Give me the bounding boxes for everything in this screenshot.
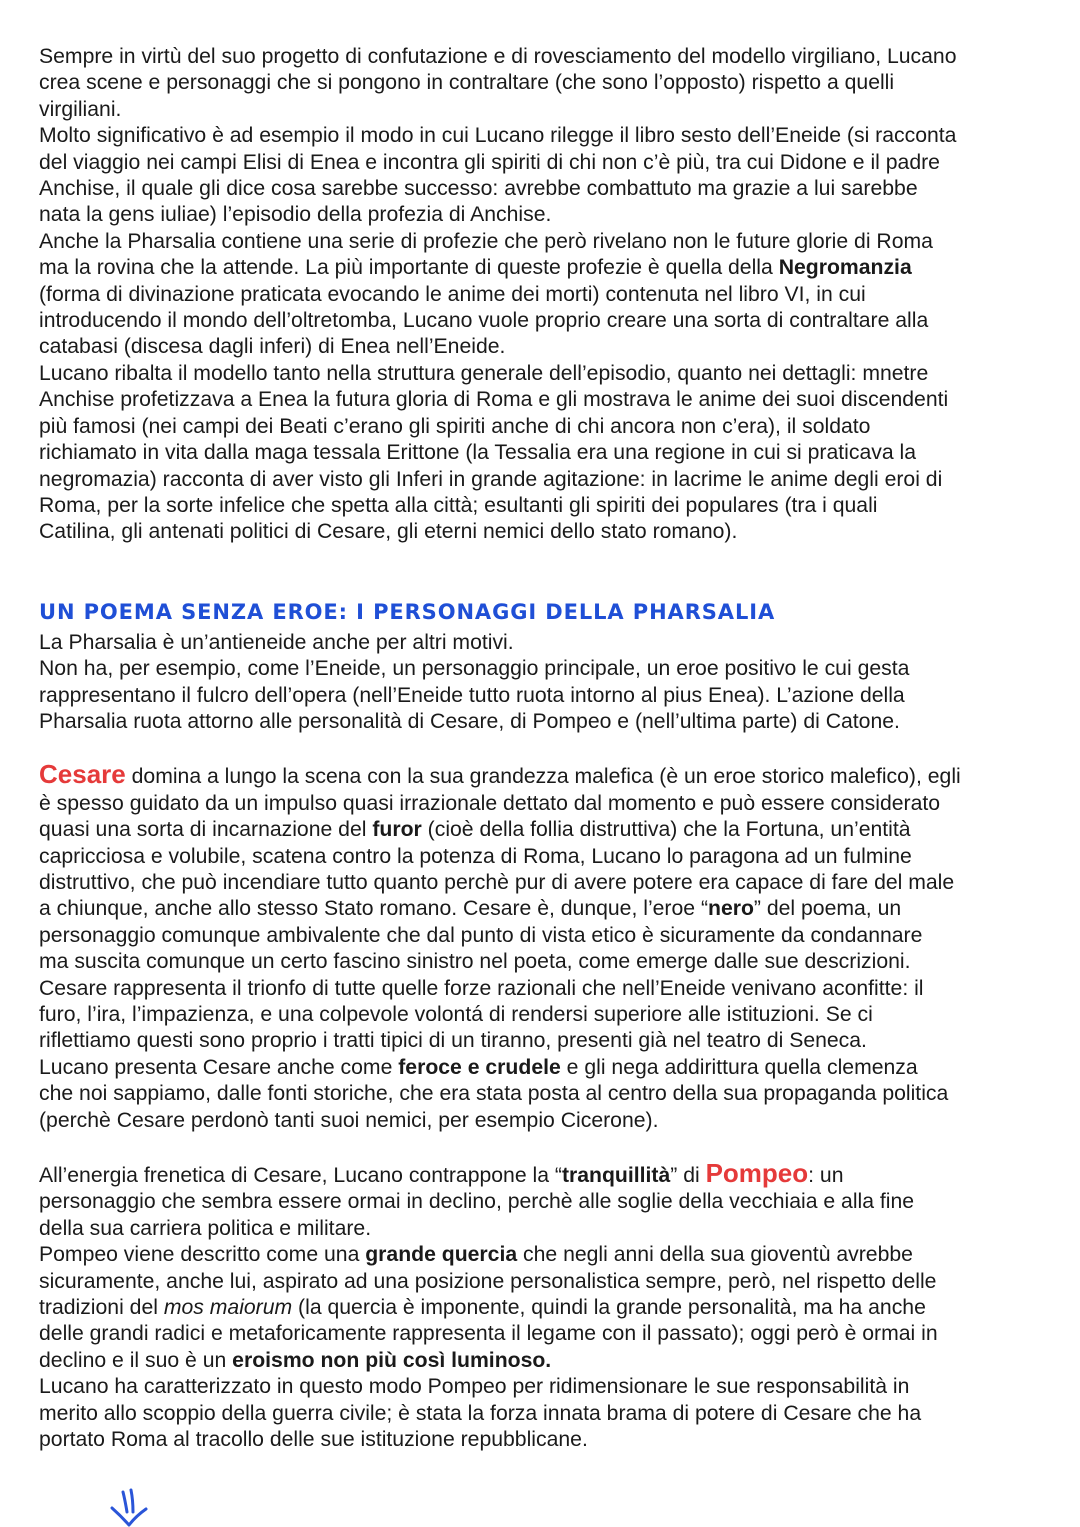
text-line: distruttivo, che può incendiare tutto quanto perchè pur di avere potere era capace di fare del male — [39, 870, 955, 894]
text-line — [39, 1295, 1064, 1321]
text-span: che negli anni della sua gioventù avrebbe — [517, 1243, 913, 1267]
text-span: tradizioni del — [39, 1296, 164, 1320]
text-line: Lucano ha caratterizzato in questo modo Pompeo per ridimensionare le sue responsabilità in — [39, 1375, 910, 1399]
text-line: Catilina, gli antenati politici di Cesare, gli eterni nemici dello stato romano). — [39, 520, 738, 544]
bold-term-negromanzia: Negromanzia — [778, 256, 912, 280]
text-line: rappresentano il fulcro dell’opera (nell’Eneide tutto ruota intorno al pius Enea). L’azione della — [39, 683, 905, 707]
text-line — [39, 817, 1064, 843]
text-line: portato Roma al tracollo delle sue istituzione repubblicane. — [39, 1428, 588, 1452]
section-heading: UN POEMA SENZA EROE: I PERSONAGGI DELLA PHARSALIA — [39, 599, 776, 624]
text-span: (la quercia è imponente, quindi la grande personalità, ma ha anche — [292, 1296, 926, 1320]
text-line: richiamato in vita dalla maga tessala Erittone (la Tessalia era una regione in cui si praticava la — [39, 441, 916, 465]
text-line: personaggio che sembra essere ormai in declino, perchè alle soglie della vecchiaia e alla fine — [39, 1190, 915, 1214]
text-line: della sua carriera politica e militare. — [39, 1216, 372, 1240]
character-name-cesare: Cesare — [39, 759, 126, 790]
text-line: Anche la Pharsalia contiene una serie di profezie che però rivelano non le future glorie di Roma — [39, 229, 933, 253]
text-line: merito allo scoppio della guerra civile; è stata la forza innata brama di potere di Cesare che ha — [39, 1401, 922, 1425]
text-line: (forma di divinazione praticata evocando le anime dei morti) contenuta nel libro VI, in cui — [39, 282, 866, 306]
text-line: nata la gens iuliae) l’episodio della profezia di Anchise. — [39, 203, 552, 227]
text-span: ” del poema, un — [753, 897, 902, 921]
text-line: introducendo il mondo dell’oltretomba, Lucano vuole proprio creare una sorta di contraltare alla — [39, 309, 929, 333]
text-span: Lucano presenta Cesare anche come — [39, 1055, 399, 1079]
text-line — [39, 896, 1064, 922]
text-line: Molto significativo è ad esempio il modo in cui Lucano rilegge il libro sesto dell’Eneide (si racconta — [39, 124, 957, 148]
text-span: (cioè della follia distruttiva) che la Fortuna, un’entità — [421, 818, 911, 842]
paragraph-cesare — [39, 761, 1064, 1134]
bold-term-feroce-crudele: feroce e crudele — [398, 1055, 561, 1079]
text-span: declino e il suo è un — [39, 1348, 233, 1372]
text-line: Roma, per la sorte infelice che spetta alla città; esultanti gli spiriti dei populares (tra i quali — [39, 493, 878, 517]
text-line: La Pharsalia è un’antieneide anche per altri motivi. — [39, 630, 514, 654]
text-line — [39, 255, 1064, 281]
text-line: virgiliani. — [39, 97, 122, 121]
document-page — [39, 44, 1064, 1454]
text-line: Sempre in virtù del suo progetto di confutazione e di rovesciamento del modello virgiliano, Lucano — [39, 45, 957, 68]
text-line: delle grandi radici e metaforicamente rappresenta il legame con il passato); oggi però è ormai in — [39, 1322, 938, 1346]
text-line: furo, l’ira, l’impazienza, e una colpevole volontá di rendersi superiore alle istituzioni. Se ci — [39, 1003, 873, 1026]
text-line: Anchise profetizzava a Enea la futura gloria di Roma e gli mostrava le anime dei suoi discendenti — [39, 388, 949, 412]
character-name-pompeo: Pompeo — [705, 1158, 809, 1189]
text-line: capricciosa e volubile, scatena contro la potenza di Roma, Lucano lo paragona ad un fulmine — [39, 844, 912, 868]
text-line — [39, 1055, 1064, 1081]
text-line: sicuramente, anche lui, aspirato ad una posizione personalistica sempre, però, nel rispetto delle — [39, 1269, 937, 1293]
text-span: Pompeo viene descritto come una — [39, 1243, 366, 1267]
text-span: ma la rovina che la attende. La più importante di queste profezie è quella della — [39, 256, 779, 280]
text-line: crea scene e personaggi che si pongono in contraltare (che sono l’opposto) rispetto a quelli — [39, 71, 895, 95]
paragraph-intro — [39, 44, 1064, 546]
text-span: : un — [808, 1164, 844, 1188]
text-span: domina a lungo la scena con la sua grandezza malefica (è un eroe storico malefico), egli — [125, 765, 961, 789]
text-line — [39, 1160, 1064, 1189]
text-line — [39, 1348, 1064, 1374]
bold-term-nero: nero — [708, 897, 754, 921]
text-line: del viaggio nei campi Elisi di Enea e incontra gli spiriti di chi non c’è più, tra cui Didone e il padre — [39, 150, 940, 174]
text-line: Pharsalia ruota attorno alle personalità di Cesare, di Pompeo e (nell’ultima parte) di Catone. — [39, 709, 900, 733]
text-line: riflettiamo questi sono proprio i tratti tipici di un tiranno, presenti già nel teatro di Seneca. — [39, 1029, 867, 1053]
text-line — [39, 761, 1064, 790]
text-line: Cesare rappresenta il trionfo di tutte quelle forze razionali che nell’Eneide venivano aconfitte: il — [39, 976, 924, 1000]
text-line: che noi sappiamo, dalle fonti storiche, che era stata posta al centro della sua propaganda politica — [39, 1082, 949, 1106]
text-line: ma suscita comunque un certo fascino sinistro nel poeta, come emerge dalle sue descrizioni. — [39, 950, 911, 974]
hand-drawn-down-arrow-icon — [108, 1478, 154, 1527]
text-line: (perchè Cesare perdonò tanti suoi nemici, per esempio Cicerone). — [39, 1108, 659, 1132]
text-line: è spesso guidato da un impulso quasi irrazionale dettato dal momento e può essere considerato — [39, 791, 941, 815]
bold-term-eroismo: eroismo non più così luminoso. — [232, 1348, 552, 1372]
bold-term-tranquillita: tranquillità — [561, 1164, 671, 1188]
bold-term-furor: furor — [372, 818, 422, 842]
text-line: catabasi (discesa dagli inferi) di Enea nell’Eneide. — [39, 335, 506, 359]
italic-term-mos-maiorum: mos maiorum — [163, 1296, 293, 1320]
paragraph-antieneide — [39, 630, 1064, 736]
text-line: negromazia) racconta di aver visto gli Inferi in grande agitazione: in lacrime le anime degli eroi di — [39, 467, 943, 491]
bold-term-grande-quercia: grande quercia — [365, 1243, 518, 1267]
text-line — [39, 1242, 1064, 1268]
text-span: quasi una sorta di incarnazione del — [39, 818, 373, 842]
text-span: ” di — [670, 1164, 706, 1188]
paragraph-pompeo — [39, 1160, 1064, 1453]
text-span: a chiunque, anche allo stesso Stato romano. Cesare è, dunque, l’eroe “ — [39, 897, 708, 921]
text-line: Anchise, il quale gli dice cosa sarebbe successo: avrebbe combattuto ma grazie a lui sarebbe — [39, 177, 918, 201]
text-line: più famosi (nei campi dei Beati c’erano gli spiriti anche di chi ancora non c’era), il soldato — [39, 414, 871, 438]
text-line: Non ha, per esempio, come l’Eneide, un personaggio principale, un eroe positivo le cui gesta — [39, 657, 910, 681]
text-span: e gli nega addirittura quella clemenza — [560, 1055, 918, 1079]
text-span: All’energia frenetica di Cesare, Lucano contrappone la “ — [39, 1164, 562, 1188]
text-line: personaggio comunque ambivalente che dal punto di vista etico è sicuramente da condannare — [39, 923, 923, 947]
text-line: Lucano ribalta il modello tanto nella struttura generale dell’episodio, quanto nei dettagli: mnetre — [39, 361, 929, 385]
